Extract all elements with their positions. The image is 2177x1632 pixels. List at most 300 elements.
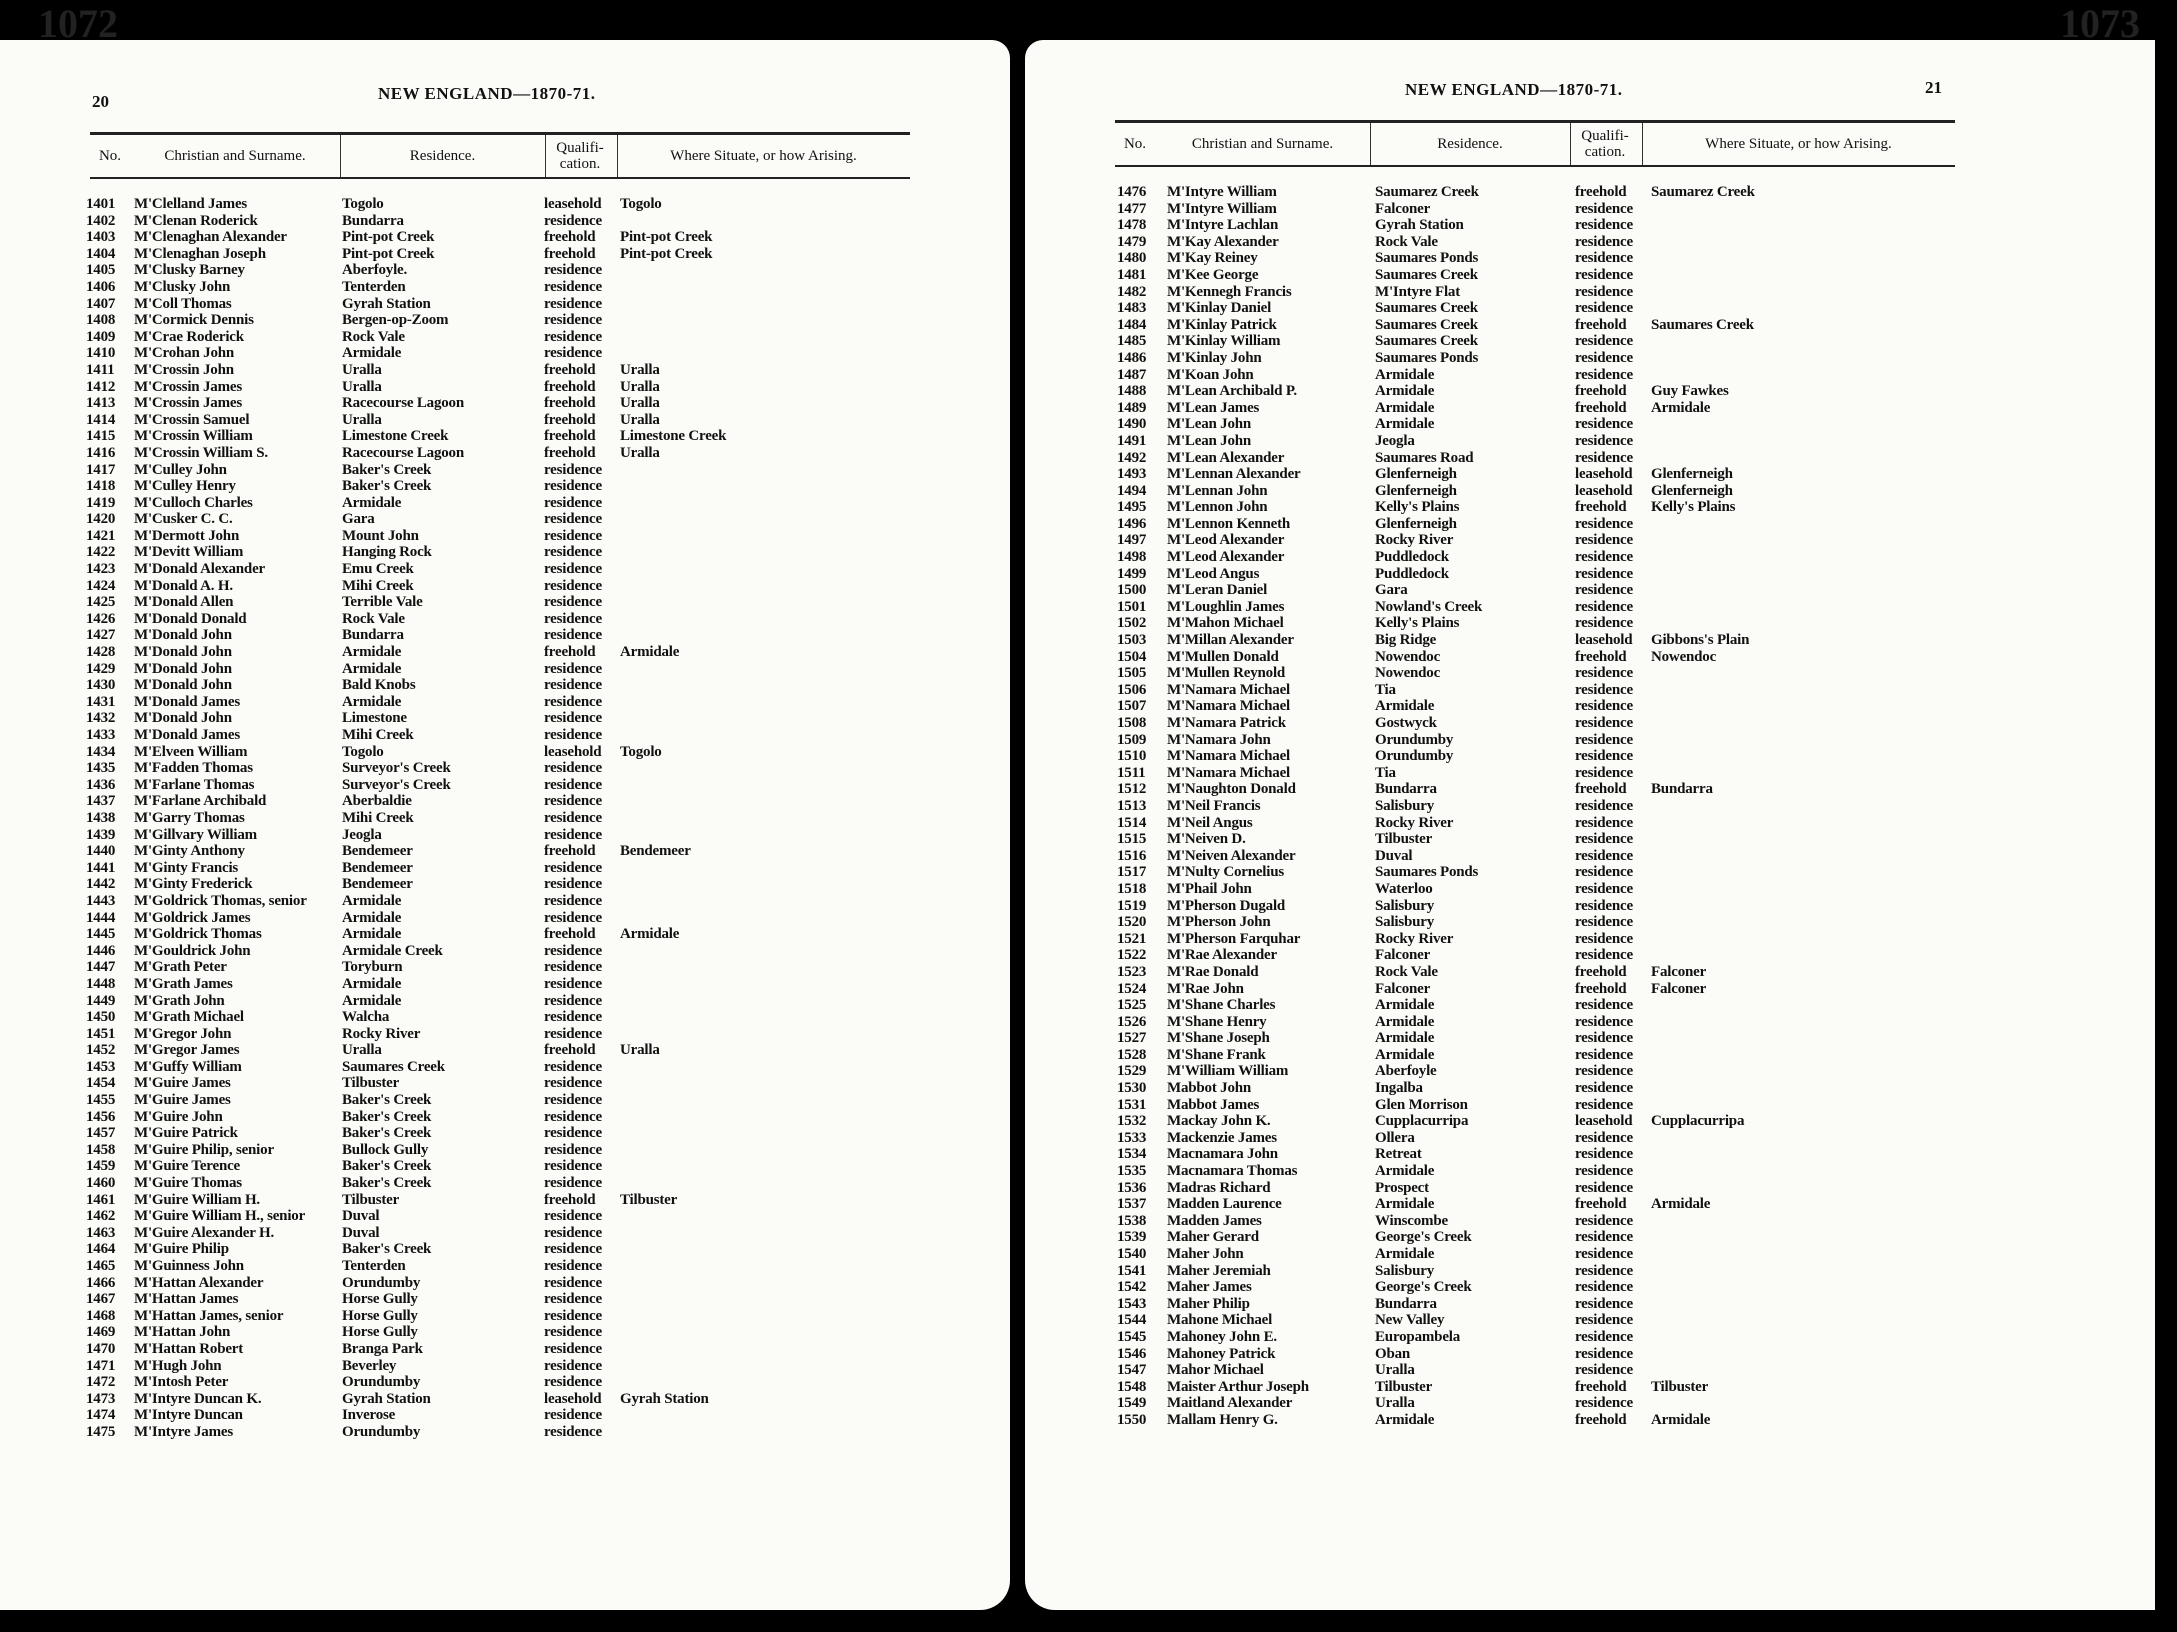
page-number: 20 [92,92,109,111]
table-row [1117,284,1957,301]
entry-number: 1501 [1117,598,1147,615]
entry-name: M'Mullen Donald [1167,648,1279,665]
entry-qualification: freehold [544,411,596,428]
table-row [1117,466,1957,483]
entry-number: 1538 [1117,1212,1147,1229]
entry-residence: Armidale [342,345,402,362]
entry-residence: Armidale [1375,1030,1435,1047]
entry-name: M'Lennon John [1167,499,1268,516]
entry-residence: Aberbaldie [342,793,412,810]
entry-number: 1537 [1117,1196,1147,1213]
entry-qualification: residence [544,594,602,611]
entry-residence: Toryburn [342,959,403,976]
entry-name: M'Clenaghan Joseph [134,245,266,262]
table-row [86,710,916,727]
entry-qualification: residence [1575,432,1633,449]
entry-qualification: residence [544,677,602,694]
table-row [86,860,916,877]
entry-residence: Bundarra [1375,1295,1437,1312]
entry-number: 1443 [86,892,116,909]
entry-qualification: residence [1575,1362,1633,1379]
entry-name: Mabbot James [1167,1096,1260,1113]
entry-where: Uralla [620,1042,660,1059]
entry-residence: Armidale [1375,698,1435,715]
entry-residence: Duval [1375,847,1413,864]
entry-residence: Big Ridge [1375,632,1437,649]
entry-name: M'Kay Alexander [1167,233,1279,250]
table-row [1117,765,1957,782]
table-row [1117,1329,1957,1346]
entry-qualification: residence [1575,1246,1633,1262]
entry-qualification: residence [544,760,602,777]
entry-number: 1411 [86,361,115,378]
table-row [1117,1080,1957,1097]
entry-name: M'Lean James [1167,399,1260,416]
entry-residence: Tilbuster [1375,1378,1433,1395]
entry-residence: Duval [342,1224,380,1241]
entry-qualification: residence [1575,615,1633,632]
entry-name: M'Lean Alexander [1167,449,1285,466]
entry-qualification: residence [1575,1279,1633,1296]
entry-name: M'Lennon Kenneth [1167,515,1291,532]
entry-qualification: residence [1575,698,1633,715]
table-row [1117,234,1957,251]
entry-name: M'Guffy William [134,1058,242,1075]
entry-name: M'Kee George [1167,266,1259,283]
entry-name: M'Donald Alexander [134,561,265,578]
table-row [1117,1113,1957,1130]
entry-residence: Beverley [342,1357,397,1374]
entry-residence: Bendemeer [342,859,413,876]
entry-name: M'Millan Alexander [1167,632,1294,649]
entry-number: 1507 [1117,698,1147,715]
entry-name: M'Lean Archibald P. [1167,383,1297,400]
entry-name: Macnamara Thomas [1167,1163,1298,1180]
entry-qualification: residence [1575,1163,1633,1180]
entry-name: M'Clusky John [134,278,231,295]
entry-number: 1519 [1117,897,1147,914]
entry-qualification: residence [1575,582,1633,599]
table-row [86,677,916,694]
entry-number: 1475 [86,1423,116,1440]
entry-number: 1413 [86,395,116,412]
entry-qualification: freehold [544,926,596,943]
entry-residence: Orundumby [1375,748,1454,765]
entry-qualification: residence [544,627,602,644]
entry-number: 1526 [1117,1013,1147,1030]
entry-residence: Ingalba [1375,1080,1423,1097]
entry-number: 1441 [86,859,116,876]
table-row [86,1192,916,1209]
entry-residence: Falconer [1375,200,1431,217]
table-row [86,462,916,479]
entry-name: M'Crossin James [134,395,242,412]
entry-qualification: freehold [544,428,596,445]
entry-name: M'Loughlin James [1167,598,1285,615]
table-row [86,1092,916,1109]
entry-residence: Gyrah Station [1375,217,1464,234]
entry-number: 1548 [1117,1378,1147,1395]
entry-qualification: residence [544,1158,602,1175]
entry-qualification: residence [544,992,602,1009]
entry-name: M'Nulty Cornelius [1167,864,1285,881]
entry-number: 1516 [1117,847,1147,864]
entry-residence: Saumares Creek [342,1058,445,1075]
entry-qualification: freehold [1575,184,1627,200]
entry-where: Saumares Creek [1651,316,1754,333]
entry-qualification: residence [544,1374,602,1391]
entry-residence: Armidale [1375,399,1435,416]
entry-residence: Rock Vale [1375,233,1438,250]
entry-name: M'Donald John [134,644,232,661]
table-row [1117,317,1957,334]
entry-residence: Rock Vale [342,328,405,345]
entry-number: 1406 [86,278,116,295]
entry-name: M'Crossin William S. [134,444,268,461]
entry-qualification: residence [1575,1328,1633,1345]
entry-qualification: residence [1575,217,1633,234]
table-row [86,1109,916,1126]
entry-name: M'Namara John [1167,731,1271,748]
entry-qualification: residence [544,1340,602,1357]
entry-number: 1518 [1117,880,1147,897]
entry-residence: Tia [1375,681,1396,698]
entry-name: M'Mullen Reynold [1167,665,1286,682]
entry-qualification: freehold [544,361,596,378]
entry-number: 1488 [1117,383,1147,400]
entry-number: 1401 [86,196,116,212]
entry-name: M'Donald Allen [134,594,234,611]
table-row [1117,914,1957,931]
entry-residence: Tilbuster [342,1191,400,1208]
entry-number: 1449 [86,992,116,1009]
entry-qualification: residence [1575,997,1633,1014]
entry-qualification: residence [1575,250,1633,267]
entry-name: M'Donald John [134,710,232,727]
entry-residence: Rocky River [1375,532,1454,549]
entry-qualification: freehold [1575,1411,1627,1428]
table-row [1117,1097,1957,1114]
table-row [1117,1014,1957,1031]
entry-name: M'Kennegh Francis [1167,283,1292,300]
entry-number: 1546 [1117,1345,1147,1362]
table-row [1117,1395,1957,1412]
table-row [86,1258,916,1275]
entry-qualification: residence [1575,1229,1633,1246]
entry-name: M'Hattan Robert [134,1340,244,1357]
table-row [86,843,916,860]
entry-qualification: residence [1575,449,1633,466]
entry-residence: Duval [342,1208,380,1225]
table-row [86,644,916,661]
table-row [1117,1196,1957,1213]
entry-name: Maher Philip [1167,1295,1250,1312]
entry-number: 1454 [86,1075,116,1092]
entry-residence: Saumarez Creek [1375,184,1479,200]
entry-qualification: residence [1575,283,1633,300]
table-row [86,312,916,329]
entry-residence: Walcha [342,1009,390,1026]
entry-qualification: residence [544,809,602,826]
entry-number: 1435 [86,760,116,777]
entry-name: M'Rae Alexander [1167,947,1277,964]
entry-number: 1428 [86,644,116,661]
entry-residence: Saumares Creek [1375,266,1478,283]
entry-residence: Uralla [1375,1362,1415,1379]
page-number: 21 [1925,78,1942,97]
entry-name: M'Namara Michael [1167,698,1291,715]
entry-name: M'Leod Alexander [1167,549,1285,566]
entry-number: 1448 [86,975,116,992]
header-where: Where Situate, or how Arising. [1705,136,1892,152]
entry-where: Guy Fawkes [1651,383,1729,400]
entry-residence: Gostwyck [1375,715,1437,731]
table-row [1117,632,1957,649]
entry-number: 1547 [1117,1362,1147,1379]
entry-residence: Armidale [1375,1196,1435,1213]
right-page [1025,40,2155,1610]
entry-name: M'Intyre Duncan [134,1407,243,1424]
entry-qualification: residence [544,610,602,627]
table-row [1117,1296,1957,1313]
entry-qualification: residence [544,1175,602,1192]
table-row [1117,416,1957,433]
entry-name: M'Naughton Donald [1167,781,1296,798]
entry-name: M'Guire Terence [134,1158,241,1175]
entry-name: M'Intyre James [134,1423,233,1440]
entry-qualification: freehold [544,229,596,246]
entry-residence: Tilbuster [1375,831,1433,848]
table-row [86,976,916,993]
entry-name: M'Guire Philip, senior [134,1141,274,1158]
entry-name: M'Shane Frank [1167,1046,1266,1063]
entry-qualification: freehold [1575,316,1627,333]
entry-number: 1477 [1117,200,1147,217]
register-table-left [86,196,916,1441]
entry-number: 1490 [1117,416,1147,433]
entry-residence: Armidale [342,926,402,943]
entry-number: 1442 [86,876,116,893]
table-row [1117,333,1957,350]
entry-qualification: residence [1575,864,1633,881]
entry-number: 1440 [86,843,116,860]
entry-number: 1527 [1117,1030,1147,1047]
table-row [1117,217,1957,234]
entry-name: M'Mahon Michael [1167,615,1284,632]
entry-residence: Gyrah Station [342,295,431,312]
entry-qualification: leasehold [1575,482,1633,499]
entry-qualification: freehold [1575,1196,1627,1213]
entry-residence: Uralla [342,1042,382,1059]
entry-number: 1494 [1117,482,1147,499]
table-row [86,1225,916,1242]
entry-number: 1402 [86,212,116,229]
entry-qualification: residence [1575,764,1633,781]
table-row [86,1291,916,1308]
entry-residence: Saumares Ponds [1375,250,1479,267]
header-qualification: Qualifi-cation. [556,140,604,172]
entry-residence: Oban [1375,1345,1411,1362]
table-row [86,1175,916,1192]
entry-qualification: freehold [1575,648,1627,665]
table-row [1117,831,1957,848]
entry-number: 1535 [1117,1163,1147,1180]
column-header [1115,120,1955,167]
entry-number: 1431 [86,693,116,710]
entry-name: M'Culloch Charles [134,494,253,511]
entry-residence: Pint-pot Creek [342,245,435,262]
table-row [1117,964,1957,981]
entry-residence: Baker's Creek [342,1125,432,1142]
entry-qualification: freehold [544,245,596,262]
table-row [86,1208,916,1225]
entry-number: 1452 [86,1042,116,1059]
entry-number: 1528 [1117,1046,1147,1063]
entry-number: 1457 [86,1125,116,1142]
entry-name: M'Intyre Lachlan [1167,217,1279,234]
entry-number: 1529 [1117,1063,1147,1080]
entry-number: 1513 [1117,797,1147,814]
entry-qualification: residence [1575,1063,1633,1080]
entry-qualification: residence [544,312,602,329]
entry-qualification: leasehold [544,196,602,212]
header-name: Christian and Surname. [1191,136,1334,152]
entry-residence: Baker's Creek [342,1092,432,1109]
entry-number: 1462 [86,1208,116,1225]
entry-number: 1426 [86,610,116,627]
entry-number: 1499 [1117,565,1147,582]
table-row [86,627,916,644]
entry-name: M'Coll Thomas [134,295,232,312]
entry-name: M'Namara Michael [1167,764,1291,781]
entry-number: 1408 [86,312,116,329]
entry-qualification: residence [544,1075,602,1092]
entry-number: 1521 [1117,930,1147,947]
table-row [86,993,916,1010]
table-row [86,412,916,429]
entry-qualification: residence [1575,532,1633,549]
table-row [1117,732,1957,749]
entry-name: M'Hattan James [134,1291,239,1308]
table-row [1117,516,1957,533]
entry-residence: Tia [1375,764,1396,781]
entry-name: M'Guire James [134,1075,231,1092]
entry-number: 1489 [1117,399,1147,416]
table-row [1117,798,1957,815]
entry-number: 1487 [1117,366,1147,383]
entry-number: 1534 [1117,1146,1147,1163]
table-row [86,1374,916,1391]
entry-qualification: residence [544,776,602,793]
header-qualification: Qualifi-cation. [1581,128,1629,160]
entry-number: 1456 [86,1108,116,1125]
entry-number: 1468 [86,1307,116,1324]
entry-qualification: residence [1575,549,1633,566]
table-row [86,910,916,927]
entry-where: Pint-pot Creek [620,245,713,262]
entry-residence: Bald Knobs [342,677,416,694]
entry-qualification: residence [1575,598,1633,615]
entry-qualification: residence [1575,1080,1633,1097]
entry-name: M'Guire William H. [134,1191,260,1208]
entry-qualification: residence [1575,831,1633,848]
entry-name: M'Rae John [1167,980,1244,997]
entry-name: M'Hattan Alexander [134,1274,264,1291]
entry-residence: Baker's Creek [342,1108,432,1125]
entry-qualification: residence [1575,897,1633,914]
table-row [1117,1063,1957,1080]
entry-number: 1425 [86,594,116,611]
entry-residence: Bundarra [1375,781,1437,798]
table-row [86,893,916,910]
entry-residence: Bendemeer [342,876,413,893]
table-row [86,760,916,777]
entry-number: 1424 [86,577,116,594]
entry-residence: Pint-pot Creek [342,229,435,246]
entry-name: M'Intyre William [1167,184,1277,200]
table-row [86,1125,916,1142]
entry-residence: Baker's Creek [342,1241,432,1258]
entry-number: 1531 [1117,1096,1147,1113]
entry-residence: Armidale [342,992,402,1009]
entry-number: 1434 [86,743,116,760]
entry-residence: Kelly's Plains [1375,615,1460,632]
entry-number: 1438 [86,809,116,826]
entry-number: 1511 [1117,764,1146,781]
entry-qualification: residence [544,527,602,544]
entry-residence: Armidale [342,660,402,677]
table-row [1117,1312,1957,1329]
entry-name: M'Donald James [134,693,240,710]
entry-qualification: residence [1575,1395,1633,1412]
entry-qualification: residence [544,1141,602,1158]
entry-where: Cupplacurripa [1651,1113,1745,1130]
entry-qualification: residence [544,544,602,561]
entry-qualification: residence [544,511,602,528]
entry-residence: Saumares Ponds [1375,349,1479,366]
entry-qualification: residence [1575,1146,1633,1163]
entry-residence: Armidale [342,975,402,992]
entry-number: 1503 [1117,632,1147,649]
entry-name: M'Ginty Francis [134,859,239,876]
table-row [86,1241,916,1258]
table-row [1117,532,1957,549]
entry-residence: Tenterden [342,278,406,295]
entry-number: 1500 [1117,582,1147,599]
entry-name: M'Shane Joseph [1167,1030,1270,1047]
entry-where: Togolo [620,743,662,760]
entry-residence: Rocky River [1375,930,1454,947]
table-row [86,262,916,279]
entry-number: 1407 [86,295,116,312]
entry-name: M'Goldrick James [134,909,251,926]
table-row [86,345,916,362]
entry-residence: Mihi Creek [342,577,414,594]
entry-where: Gyrah Station [620,1390,709,1407]
entry-residence: Armidale [1375,1246,1435,1262]
entry-qualification: residence [544,710,602,727]
entry-residence: Horse Gully [342,1307,418,1324]
entry-qualification: residence [1575,515,1633,532]
entry-qualification: residence [544,793,602,810]
entry-residence: Emu Creek [342,561,414,578]
entry-name: M'Grath John [134,992,225,1009]
entry-number: 1464 [86,1241,116,1258]
running-head: NEW ENGLAND—1870-71. [1405,80,1623,99]
entry-name: M'Shane Henry [1167,1013,1267,1030]
entry-number: 1451 [86,1025,116,1042]
entry-residence: Bendemeer [342,843,413,860]
